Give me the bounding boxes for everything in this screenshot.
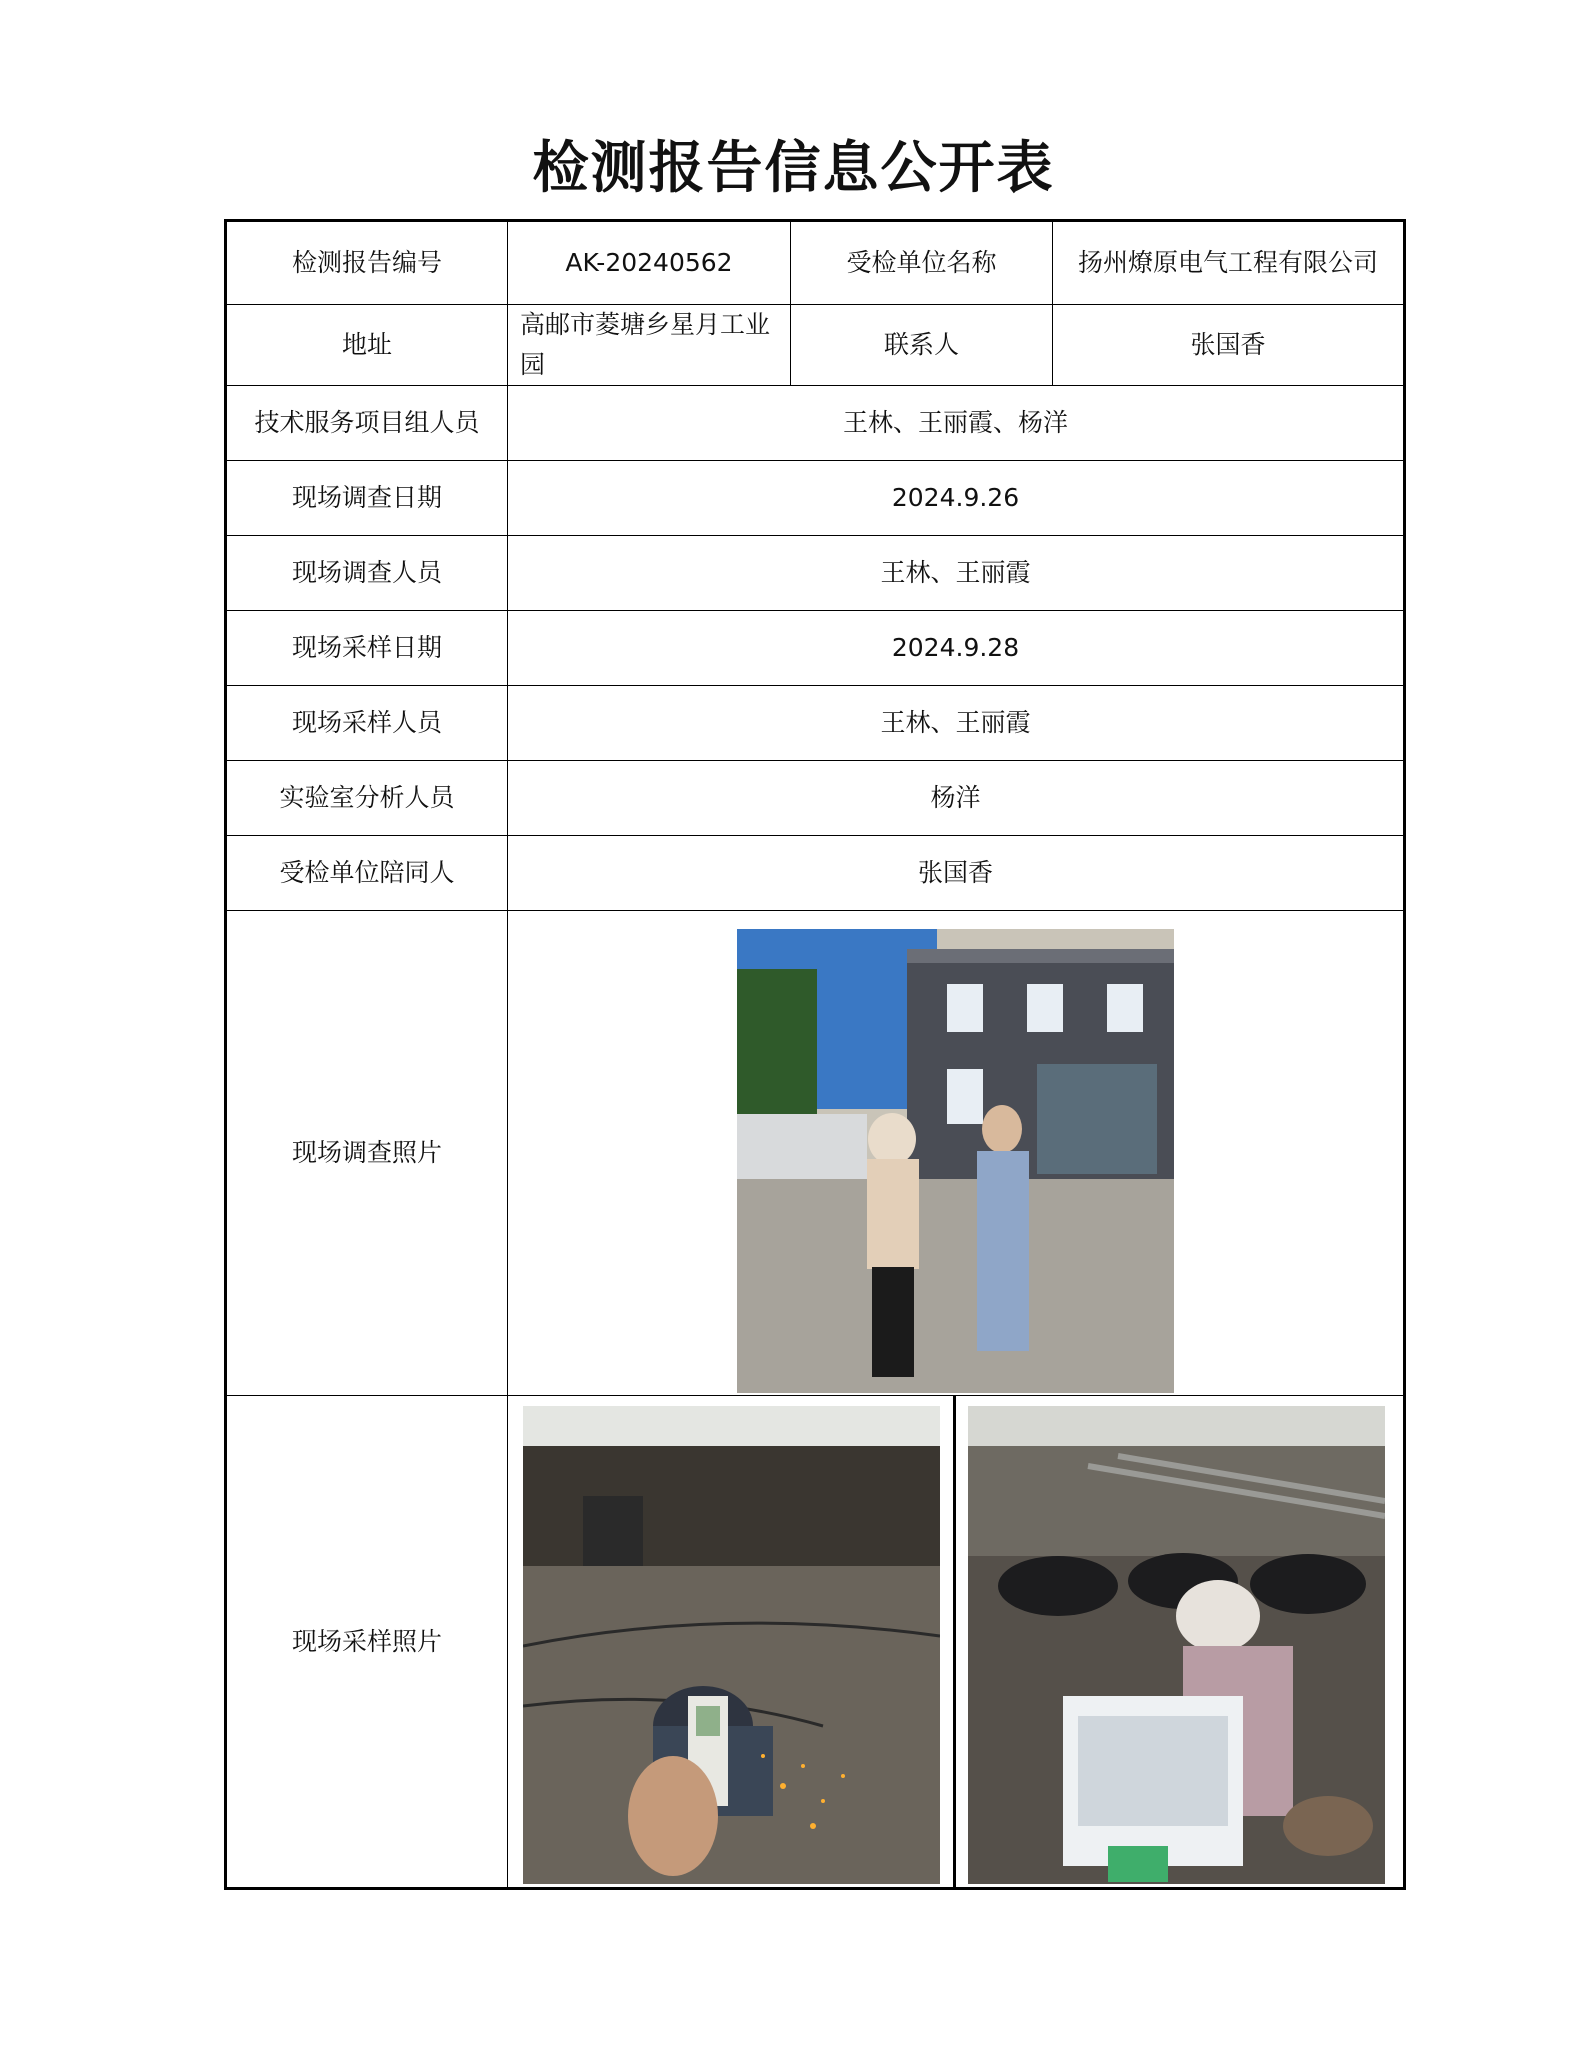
address-label: 地址 — [226, 305, 508, 386]
lab-staff-value: 杨洋 — [508, 761, 1405, 836]
table-row — [226, 911, 1405, 1396]
table-row — [226, 221, 1405, 305]
sampling-photo-label: 现场采样照片 — [226, 1396, 508, 1889]
survey-date-value: 2024.9.26 — [508, 461, 1405, 536]
table-row — [226, 305, 1405, 386]
survey-photo-label: 现场调查照片 — [226, 911, 508, 1396]
contact-label: 联系人 — [791, 305, 1053, 386]
sampling-photo-1-image — [523, 1406, 940, 1884]
photo-divider — [953, 1396, 956, 1889]
table-row — [226, 386, 1405, 461]
survey-photo-image — [737, 929, 1174, 1393]
table-row — [226, 536, 1405, 611]
sampling-date-label: 现场采样日期 — [226, 611, 508, 686]
contact-value: 张国香 — [1053, 305, 1405, 386]
table-row — [226, 761, 1405, 836]
escort-value: 张国香 — [508, 836, 1405, 911]
report-no-label: 检测报告编号 — [226, 221, 508, 305]
table-row — [226, 1396, 1405, 1889]
team-label: 技术服务项目组人员 — [226, 386, 508, 461]
survey-staff-label: 现场调查人员 — [226, 536, 508, 611]
unit-name-value: 扬州燎原电气工程有限公司 — [1053, 221, 1405, 305]
sampling-photo-2-image — [968, 1406, 1385, 1884]
page-title: 检测报告信息公开表 — [532, 135, 1055, 201]
survey-photo — [737, 929, 1174, 1393]
sampling-staff-value: 王林、王丽霞 — [508, 686, 1405, 761]
report-no-value: AK-20240562 — [508, 221, 791, 305]
sampling-photo-1 — [523, 1406, 940, 1884]
survey-staff-value: 王林、王丽霞 — [508, 536, 1405, 611]
sampling-photo-cell — [508, 1396, 1405, 1889]
team-value: 王林、王丽霞、杨洋 — [508, 386, 1405, 461]
sampling-staff-label: 现场采样人员 — [226, 686, 508, 761]
escort-label: 受检单位陪同人 — [226, 836, 508, 911]
survey-date-label: 现场调查日期 — [226, 461, 508, 536]
table-row — [226, 686, 1405, 761]
address-value: 高邮市菱塘乡星月工业园 — [508, 305, 791, 386]
survey-photo-cell — [508, 911, 1405, 1396]
sampling-date-value: 2024.9.28 — [508, 611, 1405, 686]
table-row — [226, 461, 1405, 536]
sampling-photo-2 — [968, 1406, 1385, 1884]
unit-name-label: 受检单位名称 — [791, 221, 1053, 305]
table-row — [226, 611, 1405, 686]
table-row — [226, 836, 1405, 911]
lab-staff-label: 实验室分析人员 — [226, 761, 508, 836]
report-info-table — [224, 219, 1406, 1890]
